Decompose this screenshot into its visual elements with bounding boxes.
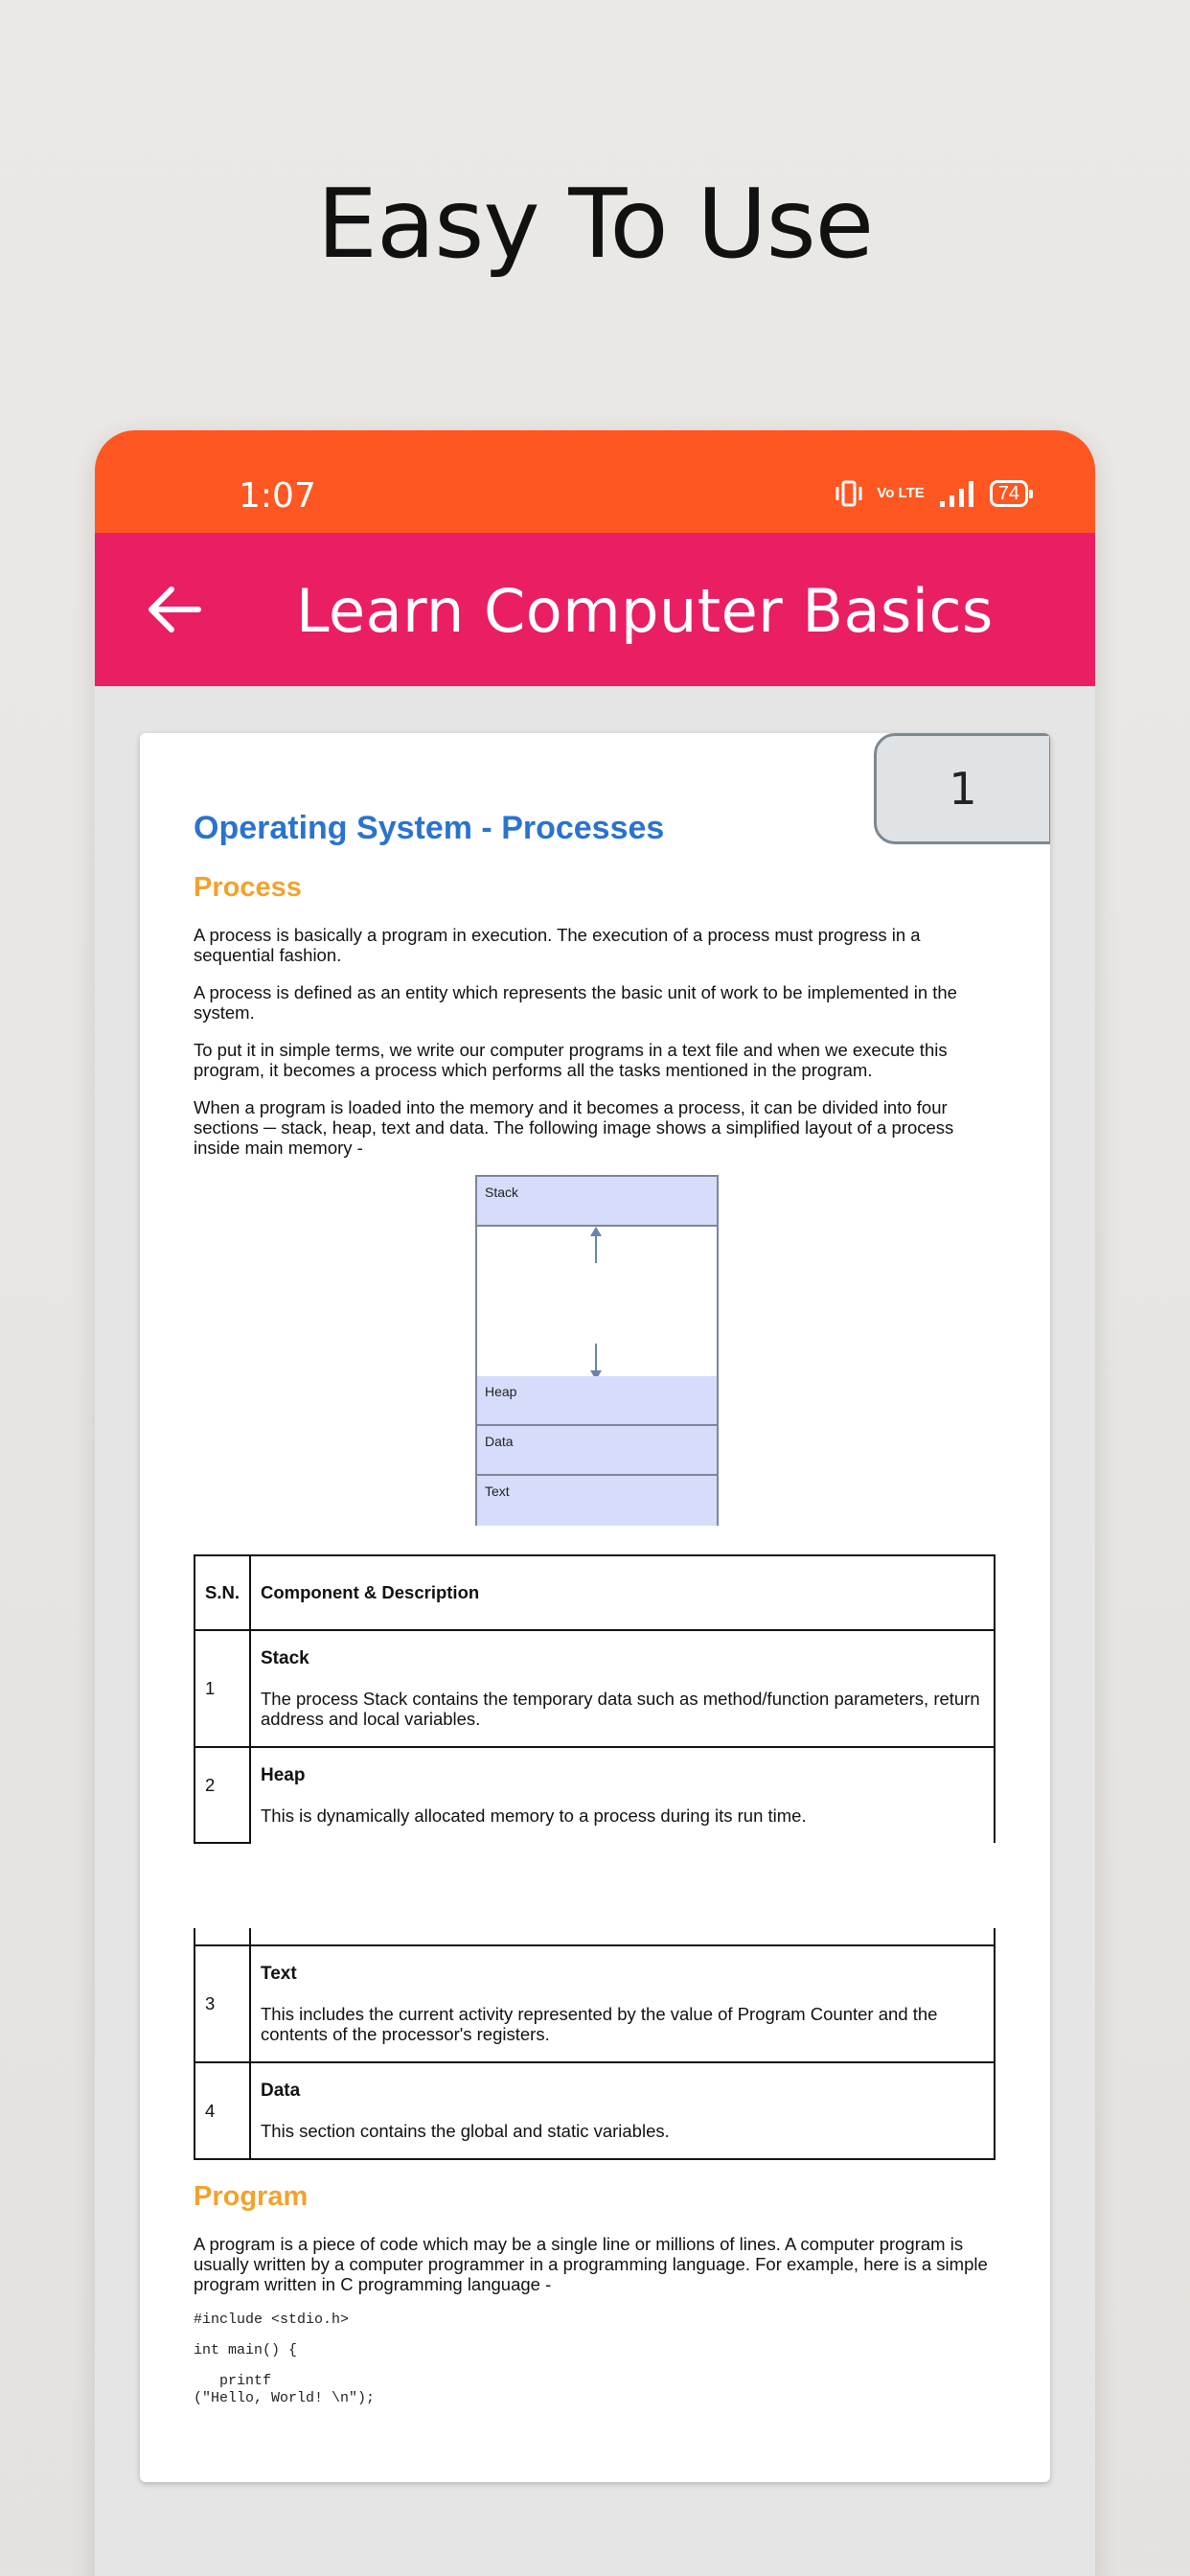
code-line: int main() { [194,2342,298,2358]
volte-icon: Vo LTE [877,485,925,501]
diagram-heap: Heap [477,1376,717,1426]
system-icons [835,476,1034,511]
memory-layout-diagram [475,1175,719,1526]
row-sn: 3 [195,1945,250,2062]
code-line: printf ("Hello, World! \n"); [194,2373,376,2406]
diagram-data: Data [477,1426,717,1476]
paragraph: To put it in simple terms, we write our computer programs in a text file and when we execute this program, it becomes a process which performs all the tasks mentioned in the program. [194,1040,948,1080]
row-description [250,1747,995,1843]
document-content [194,810,994,2407]
status-bar [95,430,1095,533]
table-row [195,1630,995,1747]
diagram-stack: Stack [477,1177,717,1227]
row-sn: 4 [195,2062,250,2159]
table-row [195,2062,995,2159]
components-table [194,1554,995,1844]
back-button[interactable] [143,578,206,641]
section-heading-program: Program [194,2181,309,2212]
row-text: This section contains the global and static variables. [261,2121,670,2141]
row-name: Data [261,2081,301,2101]
paragraph: When a program is loaded into the memory and it becomes a process, it can be divided into four sections ─ stack, heap, text and data. The following image shows a simplified layout of a process inside main memory - [194,1097,954,1158]
signal-icon [938,478,976,509]
arrow-up-icon [590,1227,602,1265]
row-name: Stack [261,1648,309,1668]
code-line: #include <stdio.h> [194,2312,350,2328]
battery-icon: 74 [990,480,1028,507]
diagram-text: Text [477,1476,717,1526]
arrow-down-icon [590,1342,602,1380]
status-time: 1:07 [239,476,316,516]
row-text: The process Stack contains the temporary data such as method/function parameters, return address and local variables. [261,1689,980,1729]
app-title: Learn Computer Basics [296,576,994,646]
paragraph: A process is defined as an entity which represents the basic unit of work to be implemented in the system. [194,982,957,1023]
row-name: Heap [261,1765,306,1785]
vibrate-icon [835,478,863,509]
document-title: Operating System - Processes [194,810,665,846]
row-name: Text [261,1964,297,1984]
table-header-row [195,1555,995,1630]
paragraph: A process is basically a program in execution. The execution of a process must progress in a sequential fashion. [194,925,921,965]
table-continuation-row [195,1928,995,1945]
row-sn: 2 [195,1747,250,1843]
row-description [250,2062,995,2159]
row-description [250,1630,995,1747]
section-heading-process: Process [194,872,302,903]
row-sn: 1 [195,1630,250,1747]
phone-frame [95,430,1095,2576]
table-row [195,1945,995,2062]
app-bar [95,533,1095,686]
row-text: This is dynamically allocated memory to a process during its run time. [261,1806,807,1826]
page-break-gap [194,1844,994,1928]
page-number-badge: 1 [874,733,1050,844]
program-paragraph: A program is a piece of code which may be a single line or millions of lines. A computer program is usually written by a computer programmer in a programming language. For example, here is a simple program written in C programming language - [194,2234,988,2294]
row-description [250,1945,995,2062]
row-text: This includes the current activity represented by the value of Program Counter and the contents of the processor's registers. [261,2004,938,2044]
table-row [195,1747,995,1843]
header-sn: S.N. [195,1555,250,1630]
promo-headline: Easy To Use [316,168,874,280]
components-table-continued [194,1928,995,2160]
arrow-left-icon [143,578,206,641]
header-description: Component & Description [250,1555,995,1630]
pdf-page[interactable] [140,733,1050,2482]
